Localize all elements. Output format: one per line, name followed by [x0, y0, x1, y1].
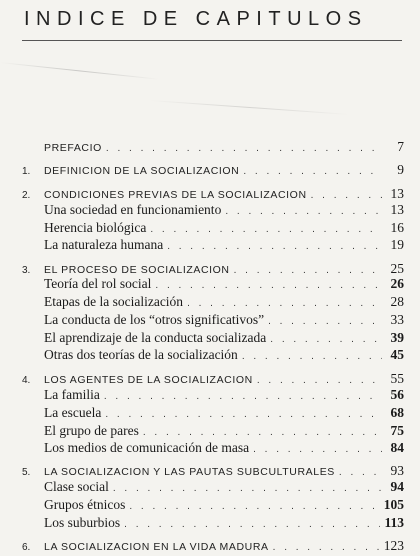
- dot-leader: [105, 409, 382, 420]
- page-number: 105: [383, 497, 404, 512]
- page-title: INDICE DE CAPITULOS: [24, 8, 368, 30]
- chapter-number: 4.: [22, 375, 31, 386]
- section-title: El aprendizaje de la conducta socializada: [44, 330, 267, 345]
- chapter-title: LA SOCIALIZACION Y LAS PAUTAS SUBCULTURALES: [44, 466, 335, 478]
- page-number: 39: [390, 330, 404, 345]
- section-title: Los medios de comunicación de masa: [44, 440, 250, 455]
- section-title: Etapas de la socialización: [44, 294, 184, 309]
- page-number: 45: [390, 347, 404, 362]
- toc-section-row[interactable]: [22, 347, 404, 365]
- chapter-title: LA SOCIALIZACION EN LA VIDA MADURA: [44, 541, 269, 553]
- page-number: 68: [390, 405, 404, 420]
- section-title: La conducta de los “otros significativos”: [44, 312, 265, 327]
- toc-section-row[interactable]: [22, 294, 404, 312]
- chapter-number: 2.: [22, 190, 31, 201]
- dot-leader: [268, 316, 382, 327]
- page-number: 13: [390, 186, 404, 201]
- page-number: 7: [397, 139, 404, 154]
- dot-leader: [234, 265, 382, 276]
- page-number: 94: [390, 479, 404, 494]
- chapter-title: DEFINICION DE LA SOCIALIZACION: [44, 165, 240, 177]
- page-number: 26: [390, 276, 404, 291]
- page-number: 9: [397, 162, 404, 177]
- section-title: Herencia biológica: [44, 220, 147, 235]
- page-number: 123: [383, 538, 404, 553]
- chapter-title: PREFACIO: [44, 142, 102, 154]
- chapter-title: CONDICIONES PREVIAS DE LA SOCIALIZACION: [44, 189, 307, 201]
- toc-section-row[interactable]: [22, 237, 404, 255]
- section-title: La escuela: [44, 405, 102, 420]
- toc-section-row[interactable]: [22, 423, 404, 441]
- toc-section-row[interactable]: [22, 515, 404, 533]
- dot-leader: [257, 375, 382, 386]
- section-title: El grupo de pares: [44, 423, 139, 438]
- section-title: La familia: [44, 387, 100, 402]
- section-title: Los suburbios: [44, 515, 121, 530]
- dot-leader: [242, 351, 382, 362]
- dot-leader: [129, 501, 379, 512]
- page-number: 93: [390, 463, 404, 478]
- section-title: Una sociedad en funcionamiento: [44, 202, 222, 217]
- page-number: 19: [390, 237, 404, 252]
- toc-section-row[interactable]: [22, 405, 404, 423]
- chapter-number: 5.: [22, 467, 31, 478]
- dot-leader: [273, 542, 380, 553]
- dot-leader: [155, 280, 382, 291]
- title-rule: [22, 40, 402, 41]
- dot-leader: [311, 190, 382, 201]
- toc-chapter-row[interactable]: [22, 139, 404, 157]
- chapter-number: 3.: [22, 265, 31, 276]
- toc-section-row[interactable]: [22, 330, 404, 348]
- toc-section-row[interactable]: [22, 312, 404, 330]
- dot-leader: [167, 241, 382, 252]
- section-title: La naturaleza humana: [44, 237, 164, 252]
- chapter-title: EL PROCESO DE SOCIALIZACION: [44, 264, 230, 276]
- dot-leader: [124, 519, 380, 530]
- dot-leader: [143, 427, 382, 438]
- page-number: 75: [390, 423, 404, 438]
- chapter-number: 6.: [22, 542, 31, 553]
- dot-leader: [113, 483, 382, 494]
- dot-leader: [270, 334, 382, 345]
- section-title: Grupos étnicos: [44, 497, 126, 512]
- page-number: 13: [390, 202, 404, 217]
- dot-leader: [339, 467, 382, 478]
- chapter-number: 1.: [22, 166, 31, 177]
- dot-leader: [225, 206, 382, 217]
- scan-mark: [0, 62, 159, 80]
- toc-section-row[interactable]: [22, 479, 404, 497]
- page-number: 56: [390, 387, 404, 402]
- dot-leader: [187, 298, 382, 309]
- dot-leader: [253, 444, 382, 455]
- page-number: 25: [390, 261, 404, 276]
- page-number: 16: [390, 220, 404, 235]
- section-title: Teoría del rol social: [44, 276, 152, 291]
- toc-chapter-row[interactable]: [22, 162, 404, 180]
- dot-leader: [104, 391, 382, 402]
- dot-leader: [150, 224, 382, 235]
- toc-section-row[interactable]: [22, 220, 404, 238]
- scan-mark: [150, 100, 350, 115]
- page-number: 113: [384, 515, 404, 530]
- toc-section-row[interactable]: [22, 202, 404, 220]
- toc-section-row[interactable]: [22, 497, 404, 515]
- page-number: 28: [390, 294, 404, 309]
- chapter-title: LOS AGENTES DE LA SOCIALIZACION: [44, 374, 253, 386]
- page-number: 33: [390, 312, 404, 327]
- toc-section-row[interactable]: [22, 440, 404, 458]
- toc-chapter-row[interactable]: [22, 538, 404, 556]
- section-title: Otras dos teorías de la socialización: [44, 347, 238, 362]
- section-title: Clase social: [44, 479, 109, 494]
- page-number: 84: [390, 440, 404, 455]
- dot-leader: [106, 143, 382, 154]
- toc-section-row[interactable]: [22, 276, 404, 294]
- dot-leader: [243, 166, 382, 177]
- toc-section-row[interactable]: [22, 387, 404, 405]
- page-number: 55: [390, 371, 404, 386]
